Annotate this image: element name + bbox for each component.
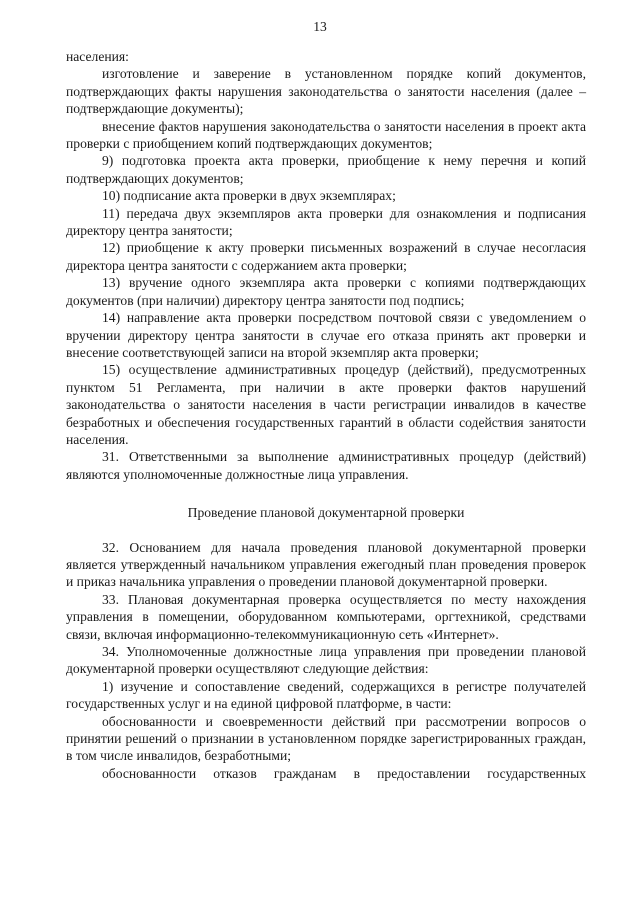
paragraph: 11) передача двух экземпляров акта проверки для ознакомления и подписания директору центра занятости; [66, 205, 586, 239]
paragraph: 13) вручение одного экземпляра акта проверки с копиями подтверждающих документов (при наличии) директору центра занятости под подпись; [66, 275, 586, 308]
section-heading: Проведение плановой документарной проверки [187, 505, 465, 521]
paragraph: населения: [66, 49, 129, 64]
paragraph: 34. Уполномоченные должностные лица управления при проведении плановой документарной проверки осуществляют следующие действия: [66, 644, 586, 677]
paragraph: обоснованности и своевременности действий при рассмотрении вопросов о принятии решений о признании в установленном порядке зарегистрированных граждан, в том числе инвалидов, безработными; [66, 713, 586, 764]
document-body [66, 48, 586, 782]
paragraph: 9) подготовка проекта акта проверки, приобщение к нему перечня и копий подтверждающих документов; [66, 153, 586, 186]
paragraph: 1) изучение и сопоставление сведений, содержащихся в регистре получателей государственных услуг и на единой цифровой платформе, в части: [66, 678, 586, 712]
paragraph: 10) подписание акта проверки в двух экземплярах; [102, 188, 396, 204]
paragraph: 33. Плановая документарная проверка осуществляется по месту нахождения управления в помещении, оборудованном компьютерами, оргтехникой, средствами связи, включая информационно-телекоммуникационную сеть «Интернет». [66, 591, 586, 642]
paragraph: 12) приобщение к акту проверки письменных возражений в случае несогласия директора центра занятости с содержанием акта проверки; [66, 240, 586, 273]
paragraph: 31. Ответственными за выполнение административных процедур (действий) являются уполномоченные должностные лица управления. [66, 449, 586, 482]
paragraph: 15) осуществление административных процедур (действий), предусмотренных пунктом 51 Регламента, при наличии в акте проверки фактов нарушений законодательства о занятости населения в части регистрации инвалидов в качестве безработных и обеспечения государственных гарантий в области содействия занятости населения. [66, 362, 586, 447]
paragraph: 14) направление акта проверки посредством почтовой связи с уведомлением о вручении директору центра занятости в случае его отказа принять акт проверки и внесение соответствующей записи на второй экземпляр акта проверки; [66, 310, 586, 360]
page-number: 13 [313, 19, 327, 34]
paragraph: 32. Основанием для начала проведения плановой документарной проверки является утвержденный начальником управления ежегодный план проведения проверок и приказ начальника управления о проведении плановой документарной проверки. [66, 539, 586, 590]
paragraph: обоснованности отказов гражданам в предоставлении государственных [102, 765, 586, 781]
paragraph: внесение фактов нарушения законодательства о занятости населения в проект акта проверки с приобщением копий подтверждающих документов; [66, 118, 586, 152]
paragraph: изготовление и заверение в установленном порядке копий документов, подтверждающих факты нарушения законодательства о занятости населения (далее – подтверждающие документы); [66, 66, 586, 117]
